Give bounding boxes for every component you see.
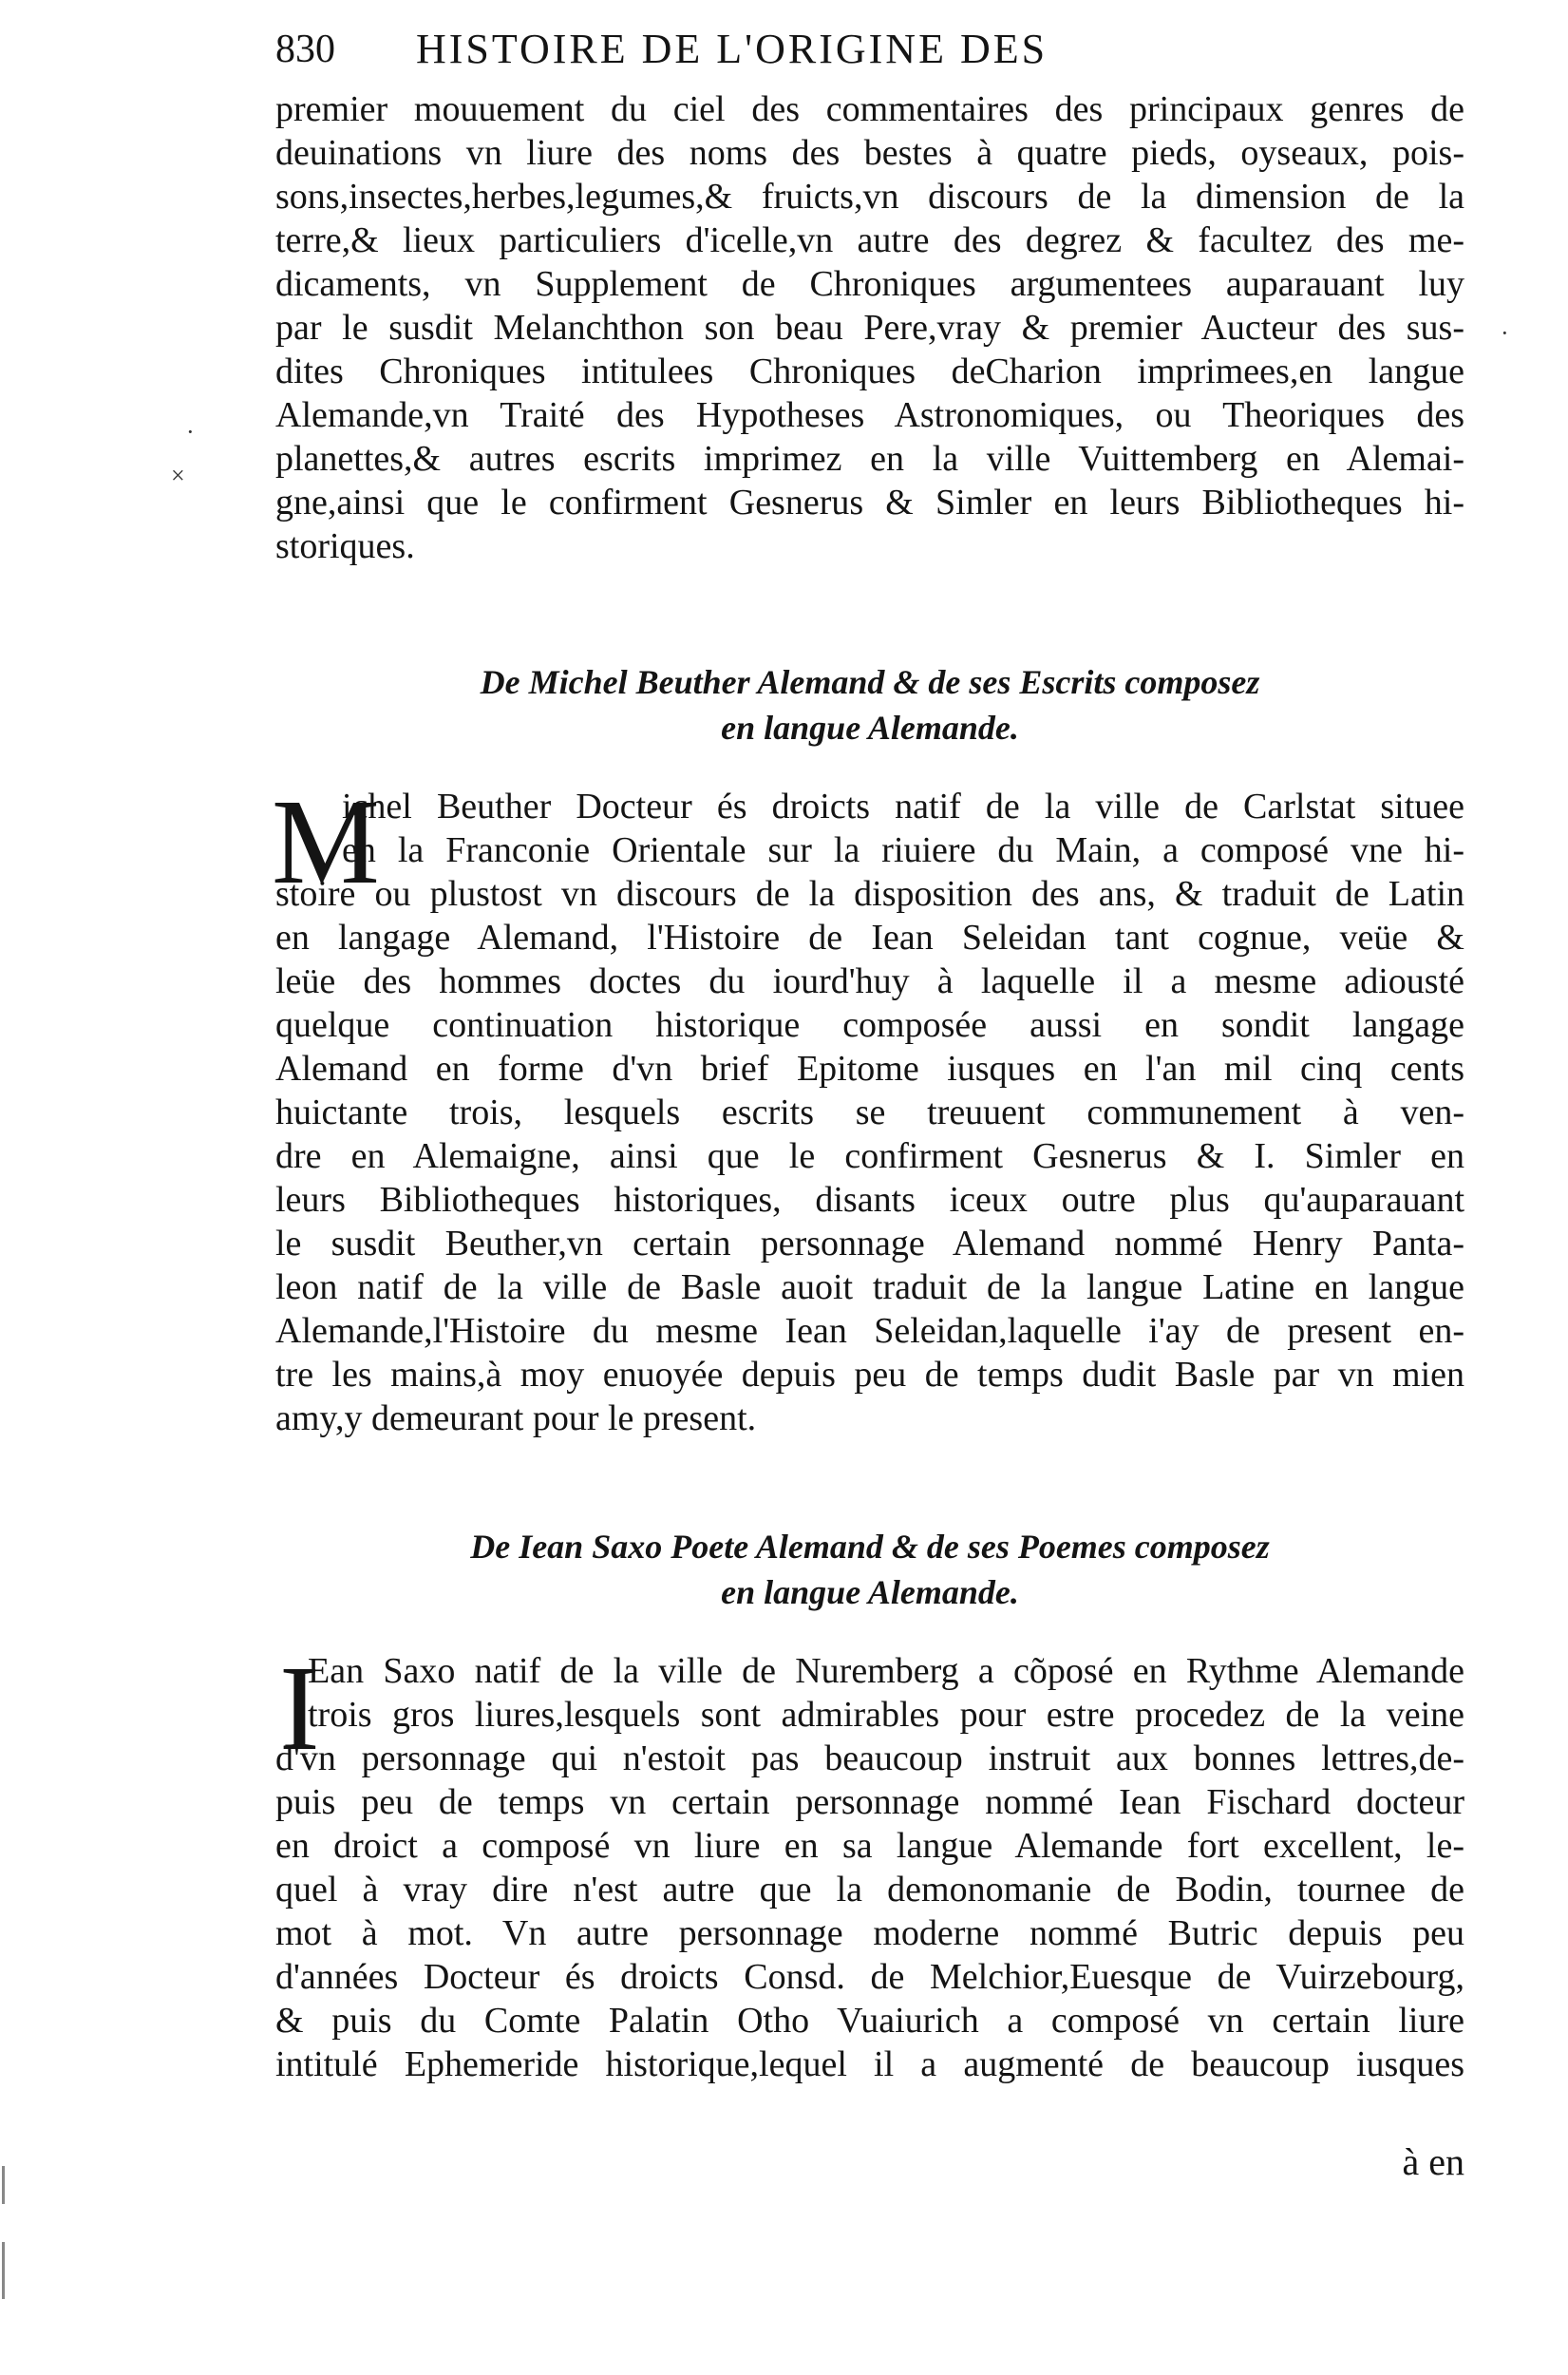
text-line: quel à vray dire n'est autre que la demonomanie de Bodin, tournee de bbox=[275, 1870, 1464, 1910]
text-line: Alemande,vn Traité des Hypotheses Astronomiques, ou Theoriques des bbox=[275, 395, 1464, 435]
text-line: tre les mains,à moy enuoyée depuis peu de temps dudit Basle par vn mien bbox=[275, 1355, 1464, 1395]
text-line: leon natif de la ville de Basle auoit traduit de la langue Latine en langue bbox=[275, 1267, 1464, 1307]
text-line: leüe des hommes doctes du iourd'huy à laquelle il a mesme adiousté bbox=[275, 961, 1464, 1001]
text-line: par le susdit Melanchthon son beau Pere,vray & premier Aucteur des sus- bbox=[275, 308, 1464, 348]
margin-mark: · bbox=[186, 418, 195, 446]
text-line: storiques. bbox=[275, 526, 415, 566]
heading-line: De Iean Saxo Poete Alemand & de ses Poemes composez bbox=[470, 1528, 1270, 1566]
text-line: dicaments, vn Supplement de Chroniques argumentees auparauant luy bbox=[275, 264, 1464, 304]
margin-mark: × bbox=[171, 462, 185, 489]
catchword: à en bbox=[1402, 2140, 1464, 2183]
binding-edge-mark bbox=[2, 2242, 5, 2299]
text-line: en langage Alemand, l'Histoire de Iean Seleidan tant cognue, veüe & bbox=[275, 918, 1464, 958]
text-line: terre,& lieux particuliers d'icelle,vn autre des degrez & facultez des me- bbox=[275, 220, 1464, 260]
running-header bbox=[275, 21, 1491, 82]
text-line: trois gros liures,lesquels sont admirables pour estre procedez de la veine bbox=[308, 1695, 1464, 1735]
drop-cap: I bbox=[279, 1641, 320, 1776]
text-line: huictante trois, lesquels escrits se treuuent communement à ven- bbox=[275, 1092, 1464, 1132]
heading-line: en langue Alemande. bbox=[721, 1573, 1019, 1611]
paragraph-continuation bbox=[275, 87, 1464, 568]
text-line: dites Chroniques intitulees Chroniques deCharion imprimees,en langue bbox=[275, 352, 1464, 391]
text-line: le susdit Beuther,vn certain personnage Alemand nommé Henry Panta- bbox=[275, 1224, 1464, 1264]
text-line: quelque continuation historique composée aussi en sondit langage bbox=[275, 1005, 1464, 1045]
margin-mark: · bbox=[1501, 319, 1509, 347]
drop-cap: M bbox=[272, 774, 380, 909]
section-heading-beuther bbox=[275, 659, 1464, 750]
text-line: planettes,& autres escrits imprimez en la ville Vuittemberg en Alemai- bbox=[275, 439, 1464, 479]
text-line: premier mouuement du ciel des commentaires des principaux genres de bbox=[275, 89, 1464, 129]
text-line: Alemand en forme d'vn brief Epitome iusques en l'an mil cinq cents bbox=[275, 1049, 1464, 1089]
running-title: HISTOIRE DE L'ORIGINE DES bbox=[416, 26, 1048, 72]
paragraph-beuther bbox=[272, 774, 1464, 1440]
text-line: en la Franconie Orientale sur la riuiere du Main, a composé vne hi- bbox=[342, 830, 1464, 870]
text-line: d'années Docteur és droicts Consd. de Melchior,Euesque de Vuirzebourg, bbox=[275, 1957, 1464, 1997]
text-line: en droict a composé vn liure en sa langue Alemande fort excellent, le- bbox=[275, 1826, 1464, 1866]
text-line: d'vn personnage qui n'estoit pas beaucoup instruit aux bonnes lettres,de- bbox=[275, 1738, 1464, 1778]
text-line: puis peu de temps vn certain personnage nommé Iean Fischard docteur bbox=[275, 1782, 1464, 1822]
text-line: ichel Beuther Docteur és droicts natif de la ville de Carlstat situee bbox=[342, 787, 1464, 826]
text-line: & puis du Comte Palatin Otho Vuaiurich a composé vn certain liure bbox=[275, 2001, 1464, 2041]
page-number: 830 bbox=[275, 28, 335, 71]
text-line: deuinations vn liure des noms des bestes à quatre pieds, oyseaux, pois- bbox=[275, 133, 1464, 173]
text-line: stoire ou plustost vn discours de la disposition des ans, & traduit de Latin bbox=[275, 874, 1464, 914]
text-line: Alemande,l'Histoire du mesme Iean Seleidan,laquelle i'ay de present en- bbox=[275, 1311, 1464, 1351]
text-line: dre en Alemaigne, ainsi que le confirment Gesnerus & I. Simler en bbox=[275, 1136, 1464, 1176]
text-line: Ean Saxo natif de la ville de Nuremberg a cõposé en Rythme Alemande bbox=[308, 1651, 1464, 1691]
text-line: sons,insectes,herbes,legumes,& fruicts,vn discours de la dimension de la bbox=[275, 177, 1464, 217]
heading-line: en langue Alemande. bbox=[721, 709, 1019, 747]
text-line: gne,ainsi que le confirment Gesnerus & Simler en leurs Bibliotheques hi- bbox=[275, 483, 1464, 522]
section-heading-saxo bbox=[275, 1524, 1464, 1615]
text-line: intitulé Ephemeride historique,lequel il a augmenté de beaucoup iusques bbox=[275, 2044, 1464, 2084]
text-line: amy,y demeurant pour le present. bbox=[275, 1398, 757, 1438]
binding-edge-mark bbox=[2, 2166, 5, 2204]
heading-line: De Michel Beuther Alemand & de ses Escrits composez bbox=[480, 663, 1260, 701]
text-line: mot à mot. Vn autre personnage moderne nommé Butric depuis peu bbox=[275, 1913, 1464, 1953]
text-line: leurs Bibliotheques historiques, disants iceux outre plus qu'auparauant bbox=[275, 1180, 1464, 1220]
paragraph-saxo bbox=[275, 1641, 1464, 2086]
